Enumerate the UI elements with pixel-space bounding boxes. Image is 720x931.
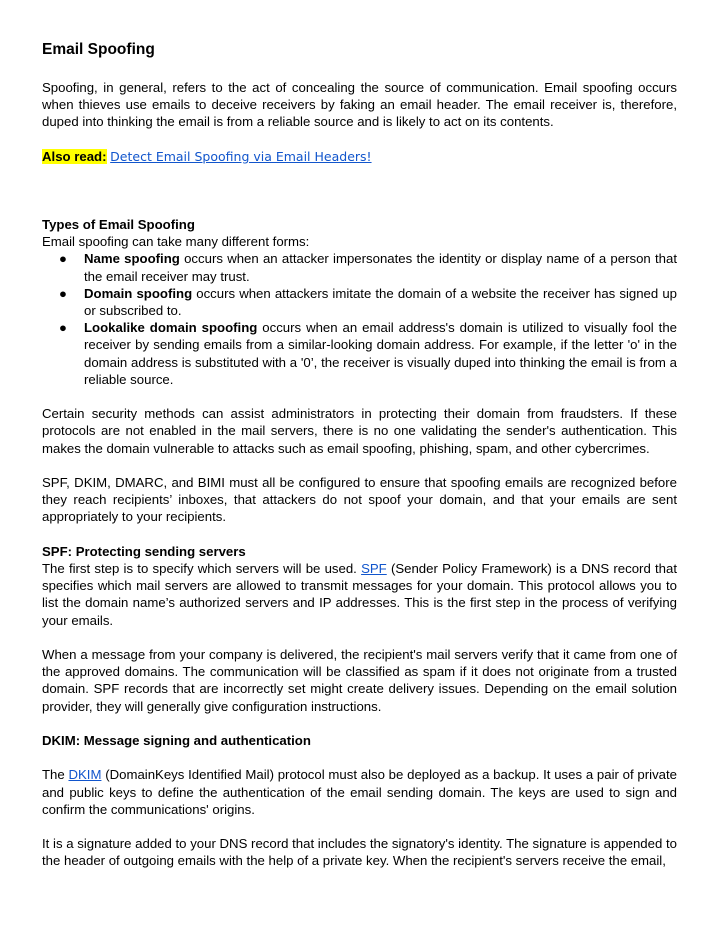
list-item: [42, 250, 677, 284]
list-item-text: occurs when an attacker impersonates the identity or display name of a person that the email receiver may trust.: [84, 251, 678, 284]
security-paragraph: Certain security methods can assist administrators in protecting their domain from fraudsters. If these protocols are not enabled in the mail servers, there is no one validating the sender's authentication. This makes the domain vulnerable to attacks such as email spoofing, phishing, spam, and other cybercrimes.: [42, 406, 677, 456]
also-read-label: Also read:: [42, 148, 107, 164]
spf-paragraph-end: (Sender Policy Framework) is a DNS record that specifies which mail servers are allowed to transmit messages for your domain. This protocol allows you to list the domain name’s authorized servers and IP addresses. This is the first step in the process of verifying your emails.: [42, 561, 677, 628]
spf-link[interactable]: SPF: [361, 561, 387, 577]
spf-paragraph: [42, 560, 677, 629]
types-intro: Email spoofing can take many different forms:: [42, 234, 310, 250]
intro-paragraph: Spoofing, in general, refers to the act of concealing the source of communication. Email spoofing occurs when thieves use emails to deceive receivers by faking an email header. The email receiver is, therefore, duped into thinking the email is from a reliable source and is likely to act on its contents.: [42, 80, 677, 130]
dkim-paragraph: [42, 766, 677, 818]
page-title: Email Spoofing: [42, 41, 155, 58]
spf-heading: SPF: Protecting sending servers: [42, 543, 246, 559]
dkim-paragraph-start: The: [42, 767, 69, 783]
list-item: [42, 319, 677, 388]
list-item-term: Domain spoofing: [84, 285, 193, 301]
dkim-heading: DKIM: Message signing and authentication: [42, 733, 311, 749]
bullet-icon: ●: [59, 285, 67, 301]
also-read-line: [42, 148, 677, 165]
list-item-term: Lookalike domain spoofing: [84, 320, 258, 336]
bullet-icon: ●: [59, 320, 67, 336]
list-item-text: occurs when attackers imitate the domain of a website the receiver has signed up or subscribed to.: [84, 285, 677, 319]
list-item-term: Name spoofing: [84, 251, 180, 267]
bullet-icon: ●: [59, 251, 67, 267]
spf-paragraph-2: When a message from your company is delivered, the recipient's mail servers verify that it came from one of the approved domains. The communication will be classified as spam if it does not originate from a trusted domain. SPF records that are incorrectly set might create delivery issues. Depending on the email solution provider, they will generally give configuration instructions.: [42, 647, 677, 714]
types-list: [42, 250, 677, 388]
spf-paragraph-start: The first step is to specify which servers will be used.: [42, 561, 362, 577]
also-read-link[interactable]: Detect Email Spoofing via Email Headers!: [110, 148, 372, 164]
dkim-link[interactable]: DKIM: [68, 767, 102, 783]
config-paragraph: SPF, DKIM, DMARC, and BIMI must all be configured to ensure that spoofing emails are recognized before they reach recipients’ inboxes, that attackers do not spoof your domain, and that your emails are sent appropriately to your recipients.: [42, 475, 677, 525]
list-item-text: occurs when an email address's domain is utilized to visually fool the receiver by sending emails from a similar-looking domain address. For example, if the letter 'o' in the domain address is substituted with a '0’, the receiver is visually duped into thinking the email is from a reliable source.: [84, 320, 678, 387]
list-item: [42, 285, 677, 319]
dkim-paragraph-2: It is a signature added to your DNS record that includes the signatory's identity. The signature is appended to the header of outgoing emails with the help of a private key. When the recipient's servers receive the email,: [42, 836, 677, 869]
types-heading: Types of Email Spoofing: [42, 217, 195, 232]
dkim-paragraph-end: (DomainKeys Identified Mail) protocol must also be deployed as a backup. It uses a pair of private and public keys to define the authentication of the email sending domain. The keys are used to sign and confirm the communications' origins.: [42, 767, 677, 817]
document-body: [42, 40, 677, 870]
